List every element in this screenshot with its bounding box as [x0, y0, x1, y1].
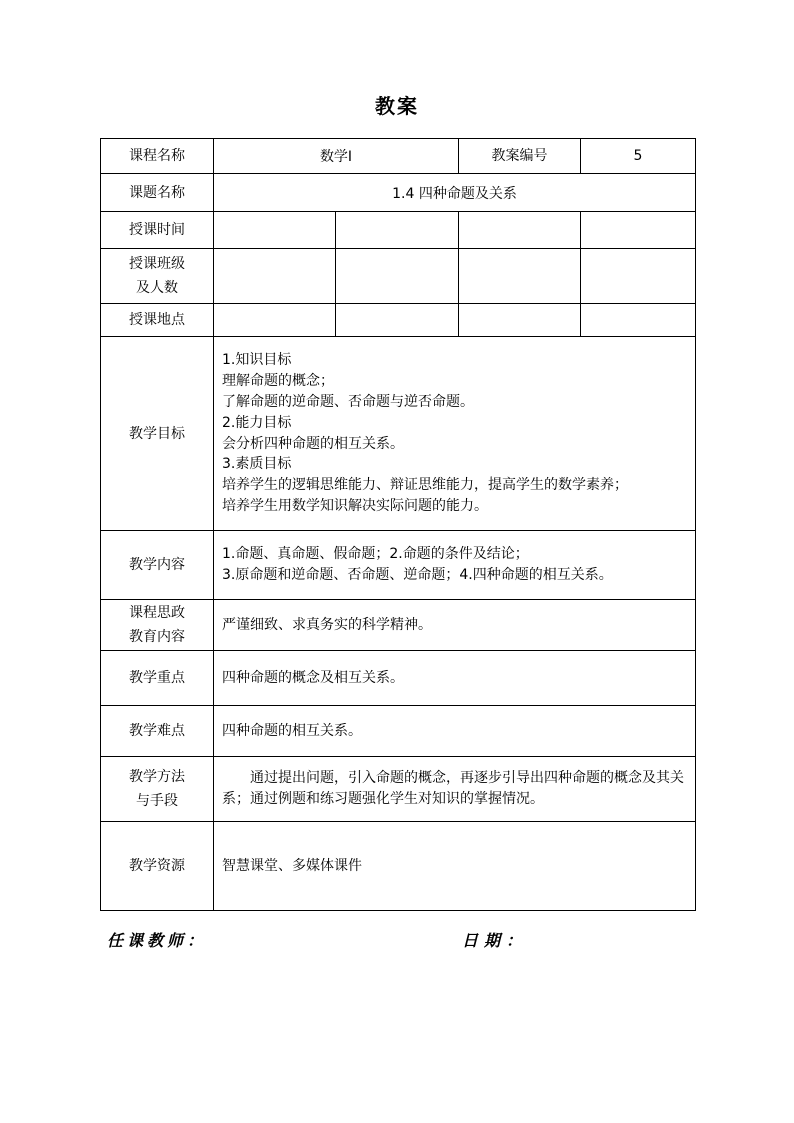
content-label: 教学内容 [101, 531, 214, 600]
time-cell-2 [336, 212, 459, 249]
row-course [101, 139, 696, 174]
difficulties-label: 教学难点 [101, 706, 214, 757]
ideology-label [101, 600, 214, 651]
methods-label-line2: 与手段 [136, 793, 178, 809]
objectives-line: 会分析四种命题的相互关系。 [222, 435, 404, 452]
class-label [101, 249, 214, 304]
row-topic [101, 174, 696, 212]
content-value [214, 531, 696, 600]
class-cell-3 [459, 249, 581, 304]
topic-label: 课题名称 [101, 174, 214, 212]
methods-value: 通过提出问题，引入命题的概念，再逐步引导出四种命题的概念及其关系；通过例题和练习题强化学生对知识的掌握情况。 [214, 757, 696, 822]
class-cell-1 [214, 249, 336, 304]
ideology-label-line1: 课程思政 [129, 605, 185, 621]
teacher-signature-label: 任课教师： [107, 931, 208, 950]
resources-label: 教学资源 [101, 822, 214, 911]
place-cell-4 [581, 304, 696, 337]
place-cell-3 [459, 304, 581, 337]
row-key-points [101, 651, 696, 706]
row-class [101, 249, 696, 304]
row-objectives [101, 337, 696, 531]
row-methods [101, 757, 696, 822]
resources-value: 智慧课堂、多媒体课件 [214, 822, 696, 911]
lesson-plan-table [100, 138, 696, 911]
place-cell-1 [214, 304, 336, 337]
plan-number-label: 教案编号 [459, 139, 581, 174]
content-line-2: 3.原命题和逆命题、否命题、逆命题；4.四种命题的相互关系。 [222, 567, 613, 583]
topic-value: 1.4 四种命题及关系 [214, 174, 696, 212]
objectives-line: 理解命题的概念； [222, 373, 334, 390]
class-cell-2 [336, 249, 459, 304]
place-cell-2 [336, 304, 459, 337]
content-line-1: 1.命题、真命题、假命题；2.命题的条件及结论； [222, 546, 529, 562]
objectives-line: 2.能力目标 [222, 414, 292, 431]
document-title: 教案 [375, 94, 419, 118]
methods-label-line1: 教学方法 [129, 769, 185, 785]
ideology-label-line2: 教育内容 [129, 629, 185, 645]
date-label: 日期： [462, 931, 529, 950]
objectives-value [214, 337, 696, 531]
time-cell-4 [581, 212, 696, 249]
objectives-line: 3.素质目标 [222, 456, 292, 473]
row-content [101, 531, 696, 600]
class-cell-4 [581, 249, 696, 304]
row-place [101, 304, 696, 337]
key-points-label: 教学重点 [101, 651, 214, 706]
objectives-line: 1.知识目标 [222, 352, 292, 369]
course-name-label: 课程名称 [101, 139, 214, 174]
objectives-line: 了解命题的逆命题、否命题与逆否命题。 [222, 393, 474, 410]
time-cell-3 [459, 212, 581, 249]
plan-number-value: 5 [581, 139, 696, 174]
row-ideology [101, 600, 696, 651]
key-points-value: 四种命题的概念及相互关系。 [214, 651, 696, 706]
time-label: 授课时间 [101, 212, 214, 249]
methods-label [101, 757, 214, 822]
class-label-line1: 授课班级 [129, 256, 185, 272]
ideology-value: 严谨细致、求真务实的科学精神。 [214, 600, 696, 651]
row-difficulties [101, 706, 696, 757]
place-label: 授课地点 [101, 304, 214, 337]
row-resources [101, 822, 696, 911]
course-name-value: 数学Ⅰ [214, 139, 459, 174]
objectives-line: 培养学生的逻辑思维能力、辩证思维能力，提高学生的数学素养； [222, 477, 628, 494]
objectives-line: 培养学生用数学知识解决实际问题的能力。 [222, 497, 488, 514]
class-label-line2: 及人数 [136, 280, 178, 296]
row-time [101, 212, 696, 249]
objectives-label: 教学目标 [101, 337, 214, 531]
time-cell-1 [214, 212, 336, 249]
difficulties-value: 四种命题的相互关系。 [214, 706, 696, 757]
